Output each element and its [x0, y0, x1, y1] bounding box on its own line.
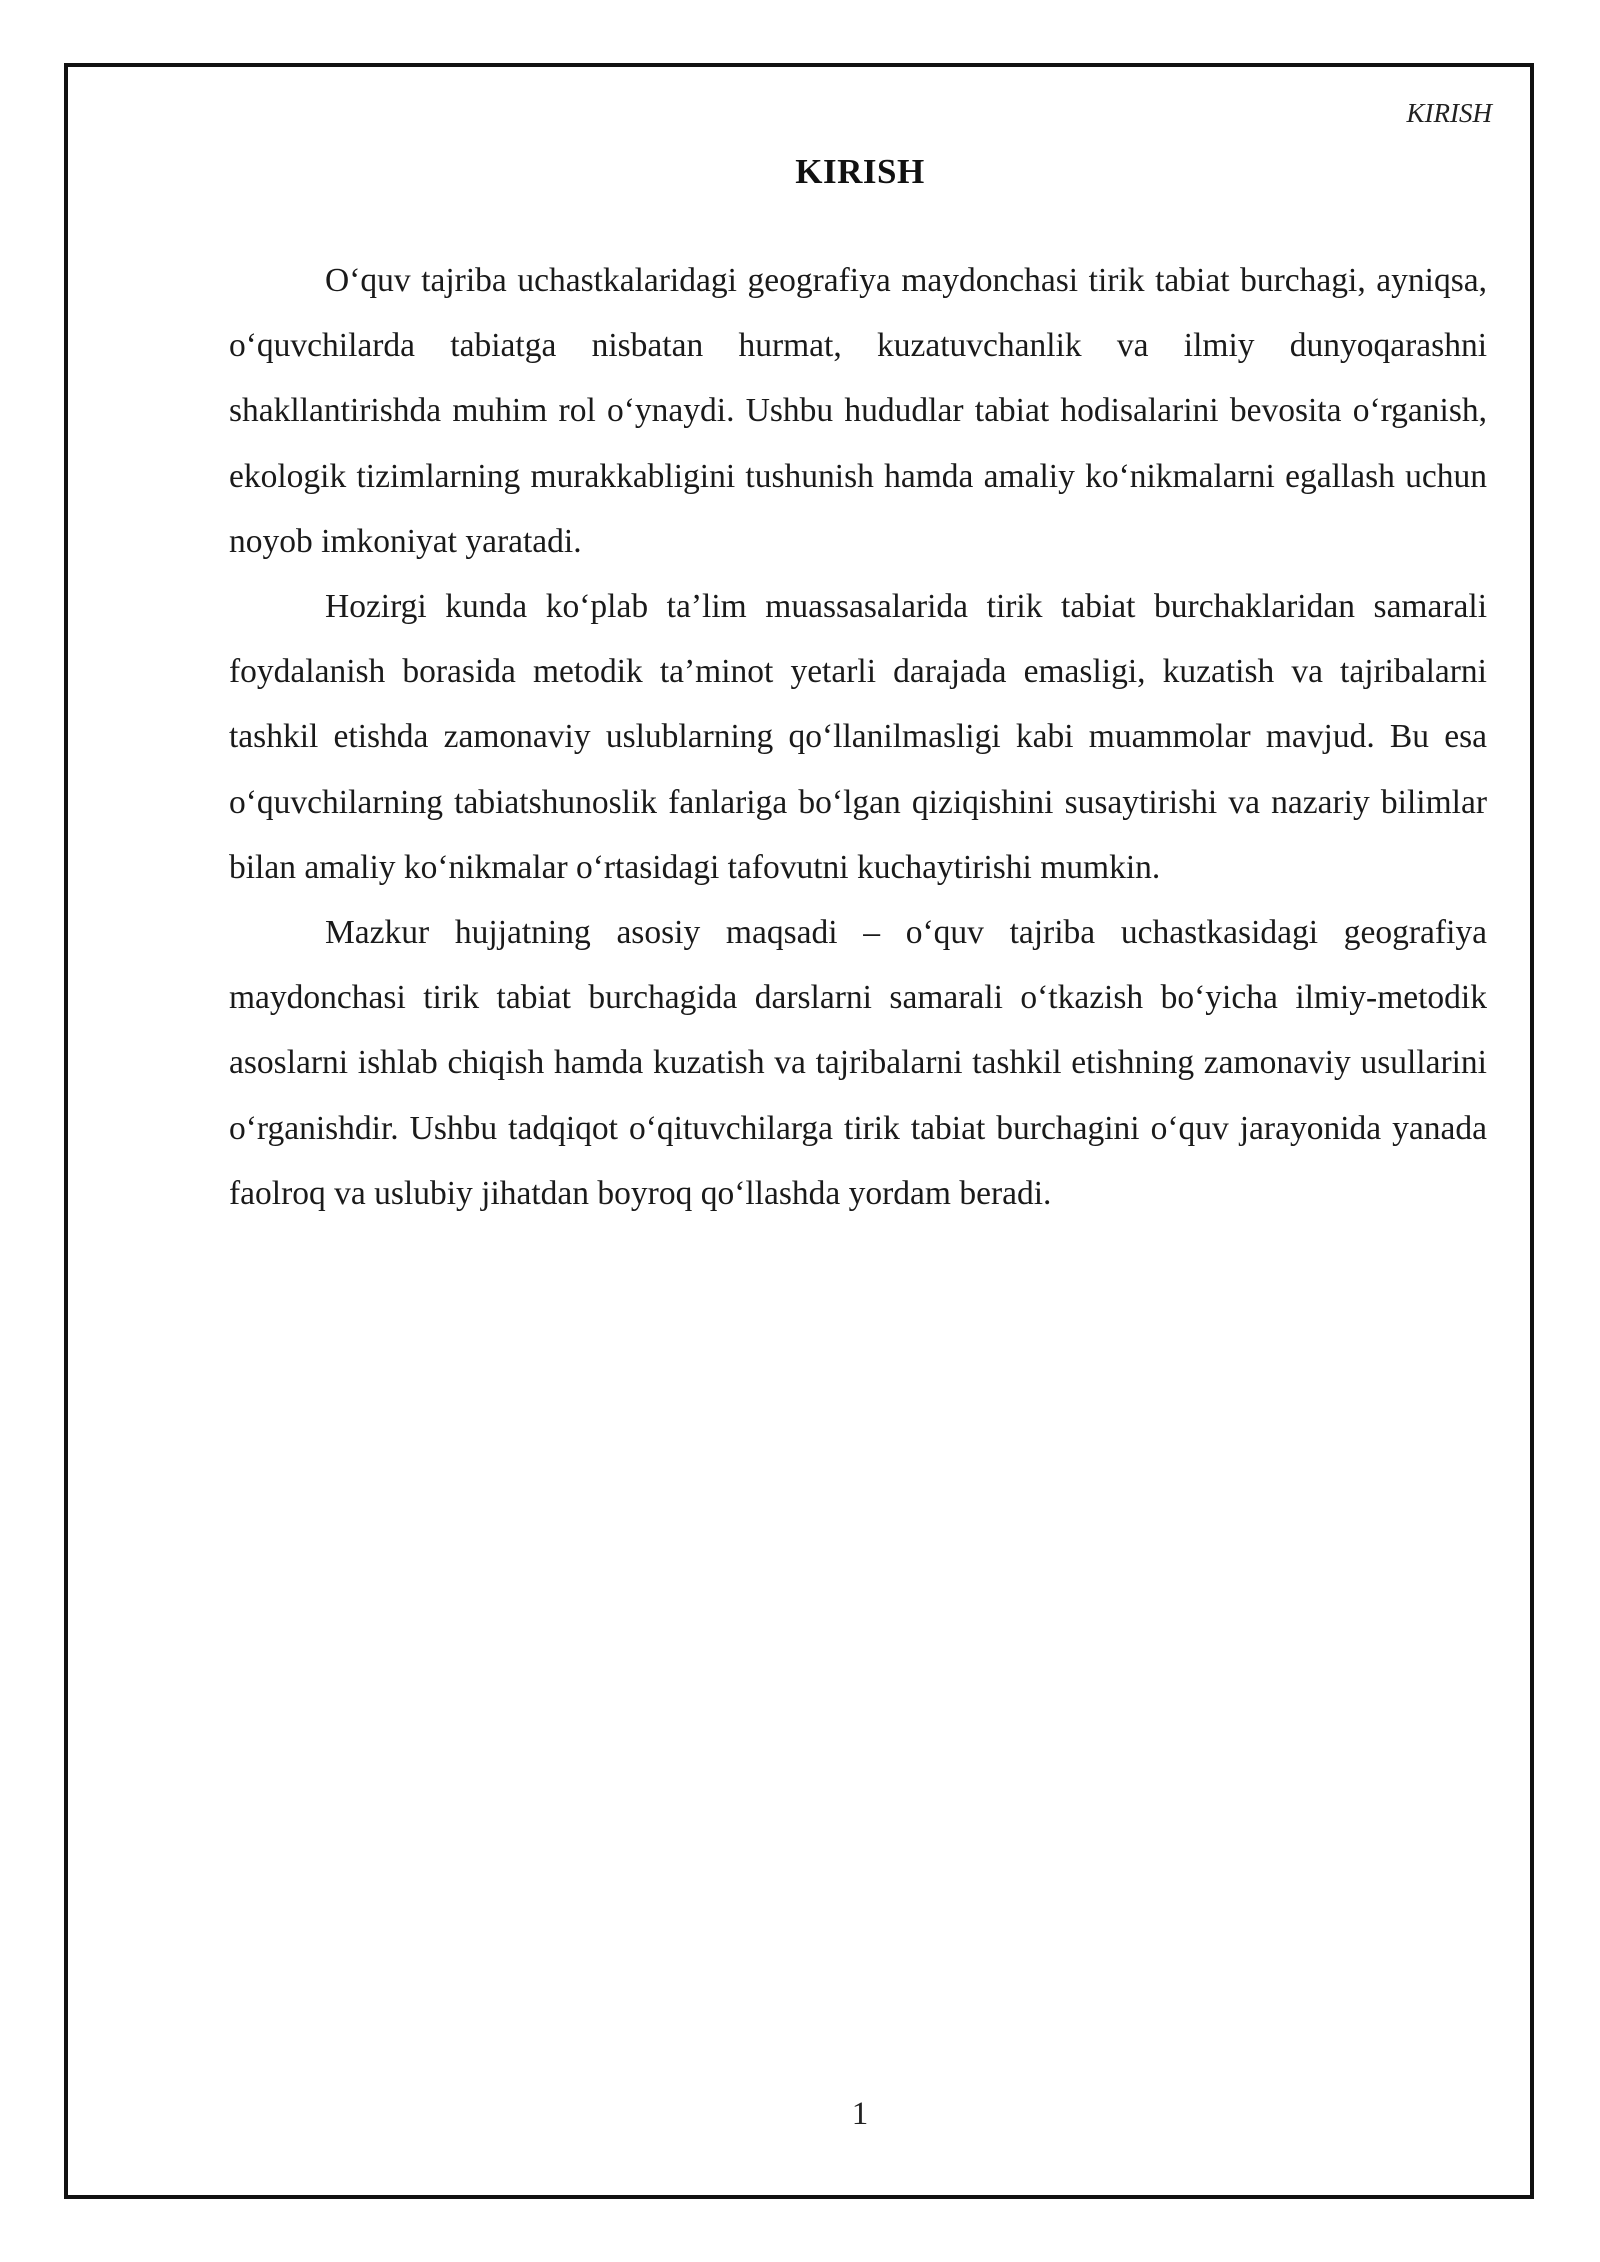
body-text [229, 248, 1487, 1226]
paragraph-2: Hozirgi kunda ko‘plab ta’lim muassasalarida tirik tabiat burchaklaridan samarali foydalanish borasida metodik ta’minot yetarli darajada emasligi, kuzatish va tajribalarni tashkil etishda zamonaviy uslublarning qo‘llanilmasligi kabi muammolar mavjud. Bu esa o‘quvchilarning tabiatshunoslik fanlariga bo‘lgan qiziqishini susaytirishi va nazariy bilimlar bilan amaliy ko‘nikmalar o‘rtasidagi tafovutni kuchaytirishi mumkin. [229, 588, 1487, 886]
page-number: 1 [851, 2096, 869, 2132]
running-header: KIRISH [1406, 98, 1492, 128]
paragraph-3: Mazkur hujjatning asosiy maqsadi – o‘quv tajriba uchastkasidagi geografiya maydonchasi tirik tabiat burchagida darslarni samarali o‘tkazish bo‘yicha ilmiy-metodik asoslarni ishlab chiqish hamda kuzatish va tajribalarni tashkil etishning zamonaviy usullarini o‘rganishdir. Ushbu tadqiqot o‘qituvchilarga tirik tabiat burchagini o‘quv jarayonida yanada faolroq va uslubiy jihatdan boyroq qo‘llashda yordam beradi. [229, 914, 1487, 1212]
paragraph-1: O‘quv tajriba uchastkalaridagi geografiya maydonchasi tirik tabiat burchagi, ayniqsa, o‘quvchilarda tabiatga nisbatan hurmat, kuzatuvchanlik va ilmiy dunyoqarashni shakllantirishda muhim rol o‘ynaydi. Ushbu hududlar tabiat hodisalarini bevosita o‘rganish, ekologik tizimlarning murakkabligini tushunish hamda amaliy ko‘nikmalarni egallash uchun noyob imkoniyat yaratadi. [229, 262, 1487, 560]
section-heading: KIRISH [795, 152, 925, 191]
